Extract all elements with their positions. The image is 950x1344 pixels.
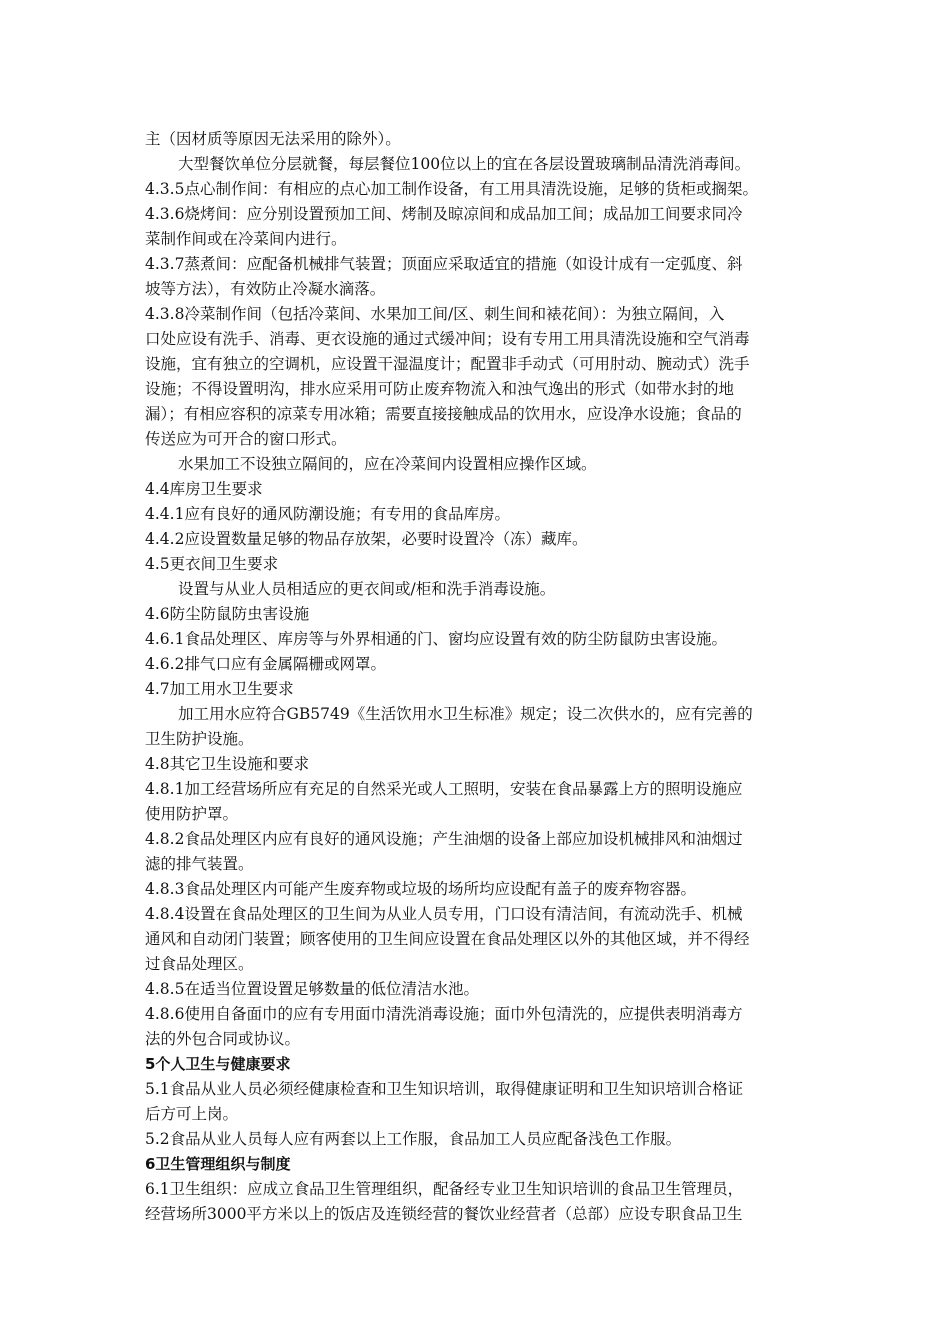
text-line: 4.8.2食品处理区内应有良好的通风设施；产生油烟的设备上部应加设机械排风和油烟过 bbox=[145, 830, 743, 848]
text-line: 设置与从业人员相适应的更衣间或/柜和洗手消毒设施。 bbox=[178, 580, 556, 598]
text-line: 4.8.6使用自备面巾的应有专用面巾清洗消毒设施；面巾外包清洗的，应提供表明消毒方 bbox=[145, 1005, 743, 1023]
text-line: 过食品处理区。 bbox=[145, 955, 254, 973]
section-heading: 6卫生管理组织与制度 bbox=[145, 1155, 291, 1173]
text-line: 4.4.1应有良好的通风防潮设施；有专用的食品库房。 bbox=[145, 505, 510, 523]
text-line: 4.8其它卫生设施和要求 bbox=[145, 755, 310, 773]
text-line: 设施，宜有独立的空调机，应设置干湿温度计；配置非手动式（可用肘动、腕动式）洗手 bbox=[145, 355, 750, 373]
text-line: 4.8.4设置在食品处理区的卫生间为从业人员专用，门口设有清洁间，有流动洗手、机械 bbox=[145, 905, 743, 923]
text-line: 4.3.8冷菜制作间（包括冷菜间、水果加工间/区、刺生间和裱花间）：为独立隔间，入 bbox=[145, 305, 725, 323]
text-line: 坡等方法），有效防止冷凝水滴落。 bbox=[145, 280, 386, 298]
text-line: 通风和自动闭门装置；顾客使用的卫生间应设置在食品处理区以外的其他区域，并不得经 bbox=[145, 930, 750, 948]
text-line: 6.1卫生组织：应成立食品卫生管理组织，配备经专业卫生知识培训的食品卫生管理员， bbox=[145, 1180, 744, 1198]
text-line: 卫生防护设施。 bbox=[145, 730, 254, 748]
text-line: 4.8.5在适当位置设置足够数量的低位清洁水池。 bbox=[145, 980, 479, 998]
text-line: 4.4库房卫生要求 bbox=[145, 480, 263, 498]
text-line: 5.2食品从业人员每人应有两套以上工作服，食品加工人员应配备浅色工作服。 bbox=[145, 1130, 682, 1148]
text-line: 经营场所3000平方米以上的饭店及连锁经营的餐饮业经营者（总部）应设专职食品卫生 bbox=[145, 1205, 743, 1223]
text-line: 4.3.6烧烤间：应分别设置预加工间、烤制及晾凉间和成品加工间；成品加工间要求同冷 bbox=[145, 205, 743, 223]
text-line: 菜制作间或在冷菜间内进行。 bbox=[145, 230, 347, 248]
text-line: 4.6.2排气口应有金属隔栅或网罩。 bbox=[145, 655, 386, 673]
text-line: 5.1食品从业人员必须经健康检查和卫生知识培训，取得健康证明和卫生知识培训合格证 bbox=[145, 1080, 744, 1098]
text-line: 4.8.1加工经营场所应有充足的自然采光或人工照明，安装在食品暴露上方的照明设施应 bbox=[145, 780, 743, 798]
text-line: 4.8.3食品处理区内可能产生废弃物或垃圾的场所均应设配有盖子的废弃物容器。 bbox=[145, 880, 696, 898]
text-line: 4.6.1食品处理区、库房等与外界相通的门、窗均应设置有效的防尘防鼠防虫害设施。 bbox=[145, 630, 727, 648]
text-line: 漏）；有相应容积的凉菜专用冰箱；需要直接接触成品的饮用水，应设净水设施；食品的 bbox=[145, 405, 742, 423]
section-heading: 5个人卫生与健康要求 bbox=[145, 1055, 291, 1073]
text-line: 使用防护罩。 bbox=[145, 805, 239, 823]
text-line: 4.3.5点心制作间：有相应的点心加工制作设备，有工用具清洗设施，足够的货柜或搁架。 bbox=[145, 180, 758, 198]
text-line: 设施；不得设置明沟，排水应采用可防止废弃物流入和浊气逸出的形式（如带水封的地 bbox=[145, 380, 735, 398]
text-line: 4.4.2应设置数量足够的物品存放架，必要时设置冷（冻）藏库。 bbox=[145, 530, 588, 548]
text-line: 4.3.7蒸煮间：应配备机械排气装置；顶面应采取适宜的措施（如设计成有一定弧度、斜 bbox=[145, 255, 743, 273]
text-line: 滤的排气装置。 bbox=[145, 855, 254, 873]
text-line: 法的外包合同或协议。 bbox=[145, 1030, 301, 1048]
text-line: 加工用水应符合GB5749《生活饮用水卫生标准》规定；设二次供水的，应有完善的 bbox=[178, 705, 753, 723]
text-line: 传送应为可开合的窗口形式。 bbox=[145, 430, 347, 448]
text-line: 4.6防尘防鼠防虫害设施 bbox=[145, 605, 310, 623]
document-body bbox=[145, 127, 805, 1227]
text-line: 4.5更衣间卫生要求 bbox=[145, 555, 279, 573]
text-line: 大型餐饮单位分层就餐，每层餐位100位以上的宜在各层设置玻璃制品清洗消毒间。 bbox=[178, 155, 751, 173]
text-line: 水果加工不设独立隔间的，应在冷菜间内设置相应操作区域。 bbox=[178, 455, 597, 473]
text-line: 后方可上岗。 bbox=[145, 1105, 239, 1123]
text-line: 口处应设有洗手、消毒、更衣设施的通过式缓冲间；设有专用工用具清洗设施和空气消毒 bbox=[145, 330, 750, 348]
text-line: 4.7加工用水卫生要求 bbox=[145, 680, 294, 698]
text-line: 主（因材质等原因无法采用的除外）。 bbox=[145, 130, 401, 148]
